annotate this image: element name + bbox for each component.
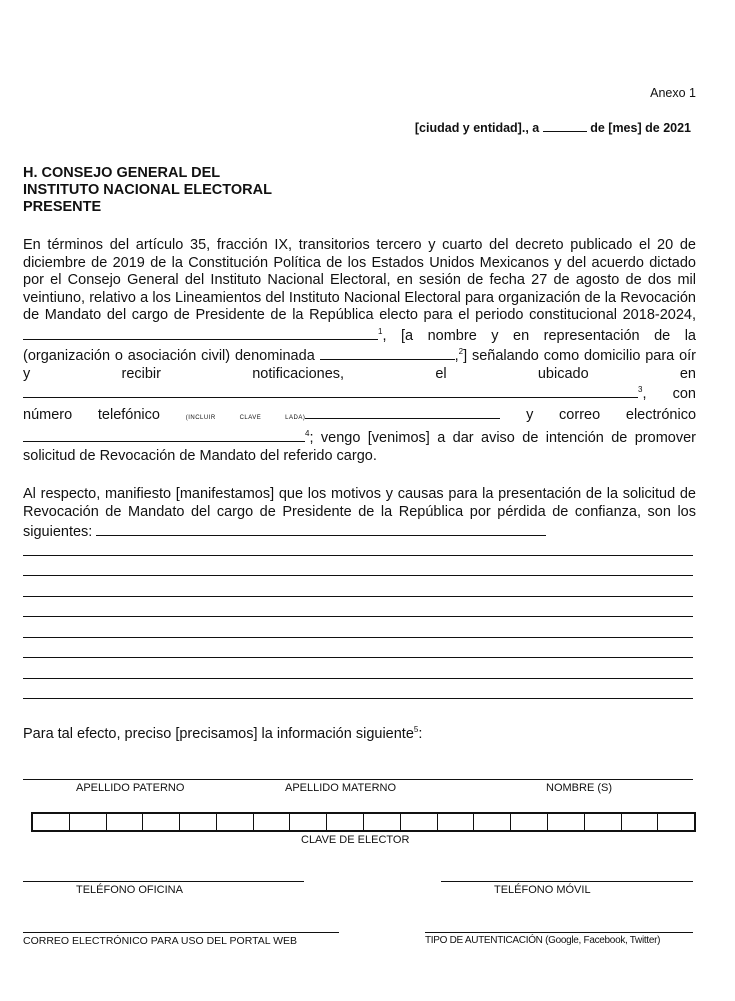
motive-line-5[interactable] [23,637,693,638]
clave-cell[interactable] [290,814,327,830]
clave-cell[interactable] [622,814,659,830]
footnote-2: 2 [458,347,464,357]
addressee-line-2: INSTITUTO NACIONAL ELECTORAL [23,182,272,198]
label-clave-elector: CLAVE DE ELECTOR [301,834,410,846]
telefono-movil-line[interactable] [441,881,693,882]
clave-cell[interactable] [658,814,694,830]
info-intro-text: Para tal efecto, preciso [precisamos] la información siguiente [23,726,414,742]
paragraph-1: En términos del artículo 35, fracción IX, transitorios tercero y cuarto del decreto publicado el 20 de diciembre de 2019 de la Constitución Política de los Estados Unidos Mexicanos y del acuerdo dictado por el Consejo General del Instituto Nacional Electoral, en sesión de fecha 27 de agosto de dos mil veintiuno, relativo a los Lineamientos del Instituto Nacional Electoral para organización de la Revocación de Mandato del cargo de Presidente de la República electo para el periodo constitucional 2018-2024, $^1$, [a nombre y en representación de la (organización o asociación civil) denominada ,$^2$] señalando como domicilio para oír y recibir notificaciones, el ubicado en $^3$, con número telefónico (INCLUIR CLAVE LADA) y correo electrónico $^4$; vengo [venimos] a dar aviso de intención de promover solicitud de Revocación de Mandato del referido cargo. [23,237,697,464]
motive-line-1[interactable] [23,555,693,556]
annex-label: Anexo 1 [650,86,696,100]
blank-2[interactable] [320,345,455,360]
clave-cell[interactable] [107,814,144,830]
motive-line-3[interactable] [23,596,693,597]
phone-prefix: número telefónico [23,406,160,423]
clave-cell[interactable] [254,814,291,830]
label-apellido-paterno: APELLIDO PATERNO [76,782,185,794]
label-nombre: NOMBRE (S) [546,782,612,794]
paragraph-2-text: Al respecto, manifiesto [manifestamos] que los motivos y causas para la presentación de la solicitud de Revocación de Mandato del cargo de Presidente de la República por pérdida de confianza, son los siguientes: [23,486,696,540]
motive-line-8[interactable] [23,698,693,699]
day-blank[interactable] [543,121,587,132]
paragraph-1-text: En términos del artículo 35, fracción IX, transitorios tercero y cuarto del decreto publicado el 20 de diciembre de 2019 de la Constitución Política de los Estados Unidos Mexicanos y del acuerdo dictado por el Consejo General del Instituto Nacional Electoral, en sesión de fecha 27 de agosto de dos mil veintiuno, relativo a los Lineamientos del Instituto Nacional Electoral para organización de la Revocación de Mandato del cargo de Presidente de la República electo para el periodo constitucional 2018-2024, [23,237,696,323]
motive-line-7[interactable] [23,678,693,679]
phone-note: (INCLUIR CLAVE LADA) [185,414,306,421]
clave-cell[interactable] [438,814,475,830]
info-intro [23,726,422,742]
con-text: con [672,386,696,402]
footnote-5: 5 [413,725,419,735]
date-a: , a [525,121,540,135]
blank-motives-first[interactable] [96,521,546,536]
clave-cell[interactable] [180,814,217,830]
telefono-oficina-line[interactable] [23,881,304,882]
footnote-1: 1 [378,326,383,336]
name-line[interactable] [23,779,693,780]
clave-cell[interactable] [474,814,511,830]
motive-line-4[interactable] [23,616,693,617]
autenticacion-line[interactable] [425,932,693,933]
blank-1[interactable] [23,325,378,340]
correo-line[interactable] [23,932,339,933]
date-line [415,121,691,135]
label-apellido-materno: APELLIDO MATERNO [285,782,397,794]
motive-line-2[interactable] [23,575,693,576]
clave-cell[interactable] [364,814,401,830]
clave-cell[interactable] [585,814,622,830]
label-correo-portal: CORREO ELECTRÓNICO PARA USO DEL PORTAL WEB [23,935,298,947]
month-placeholder: [mes] [608,121,642,135]
year: 2021 [663,121,691,135]
clave-cell[interactable] [327,814,364,830]
name-clause: [a nombre y en representación de la (organización o asociación civil) denominada [23,327,696,364]
label-tipo-autenticacion: TIPO DE AUTENTICACIÓN (Google, Facebook, Twitter) [425,935,661,946]
blank-email[interactable] [23,427,305,442]
blank-address[interactable] [23,383,638,398]
blank-phone[interactable] [305,404,500,419]
date-de-2: de [645,121,660,135]
clave-cell[interactable] [401,814,438,830]
motive-line-6[interactable] [23,657,693,658]
closing-text: ; vengo [venimos] a dar aviso de intención de promover solicitud de Revocación de Mandato del referido cargo. [23,430,696,464]
clave-cell[interactable] [33,814,70,830]
paragraph-2 [23,486,696,542]
footnote-3: 3 [638,385,643,395]
clave-cell[interactable] [548,814,585,830]
label-telefono-movil: TELÉFONO MÓVIL [494,884,591,896]
domicile-text: ] señalando como domicilio para oír y recibir notificaciones, el ubicado en [23,348,697,382]
email-label: y correo electrónico [526,406,697,423]
addressee-block [23,165,272,216]
addressee-line-1: H. CONSEJO GENERAL DEL [23,165,221,181]
clave-cell[interactable] [143,814,180,830]
info-colon: : [418,726,423,742]
clave-cell[interactable] [511,814,548,830]
label-telefono-oficina: TELÉFONO OFICINA [76,884,183,896]
clave-cell[interactable] [70,814,107,830]
date-de-1: de [590,121,605,135]
footnote-4: 4 [305,429,310,439]
place-placeholder: [ciudad y entidad]. [414,121,526,135]
addressee-line-3: PRESENTE [23,199,102,215]
clave-cell[interactable] [217,814,254,830]
clave-elector-grid [31,812,696,832]
